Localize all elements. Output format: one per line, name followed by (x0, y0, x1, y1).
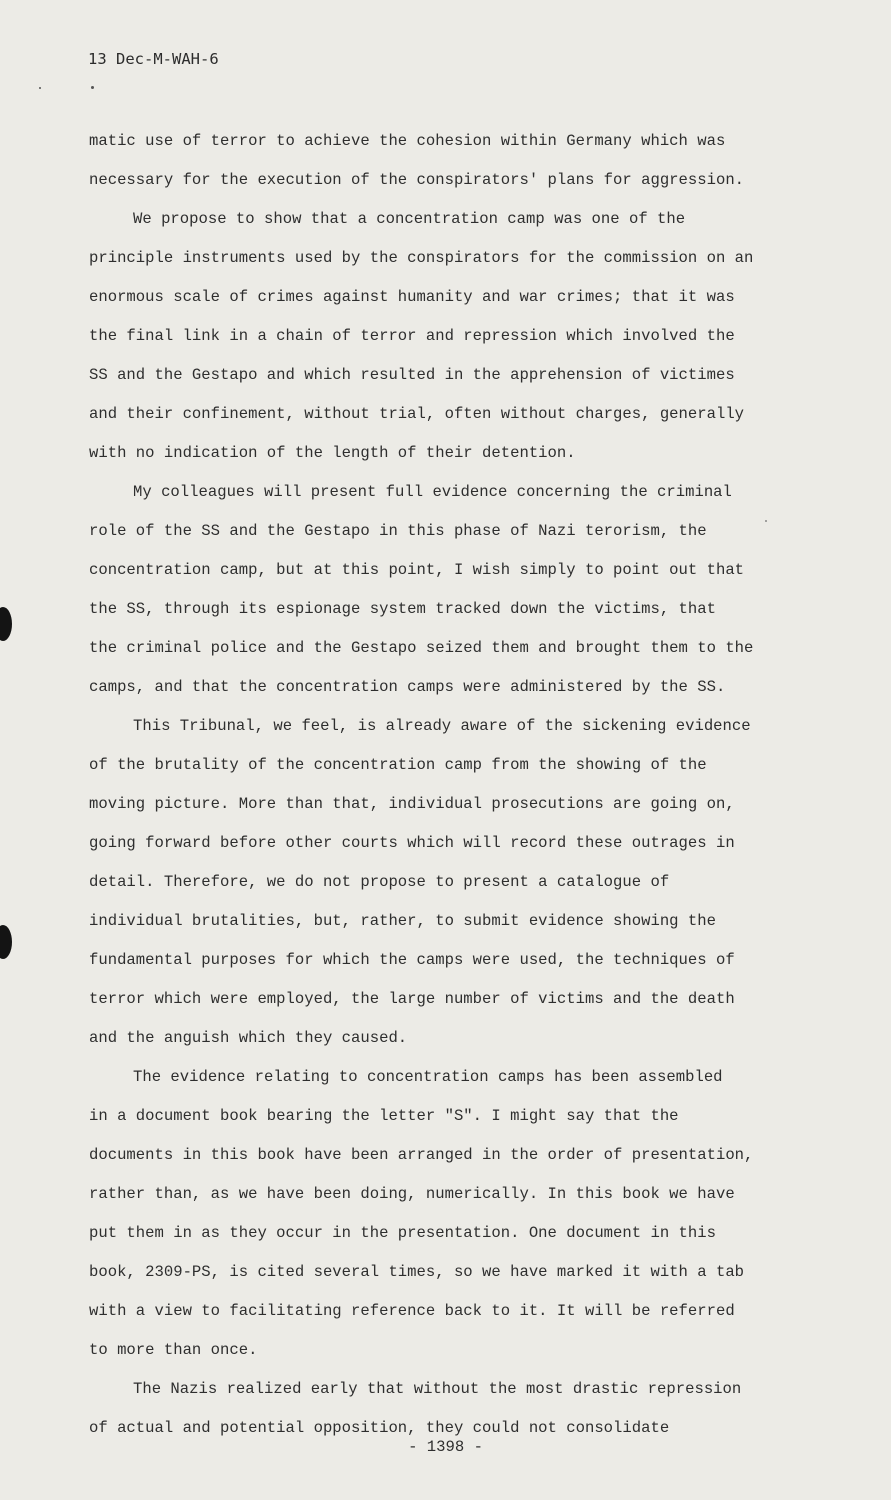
text-line: put them in as they occur in the presentation. One document in this (89, 1224, 716, 1242)
text-line: detail. Therefore, we do not propose to present a catalogue of (89, 873, 670, 891)
text-line: principle instruments used by the conspirators for the commission on an (89, 249, 754, 267)
paragraph-start-line: My colleagues will present full evidence concerning the criminal (133, 483, 732, 501)
text-line: enormous scale of crimes against humanity and war crimes; that it was (89, 288, 735, 306)
text-line: the SS, through its espionage system tracked down the victims, that (89, 600, 716, 618)
text-line: going forward before other courts which will record these outrages in (89, 834, 735, 852)
text-line: rather than, as we have been doing, numerically. In this book we have (89, 1185, 735, 1203)
text-line: to more than once. (89, 1341, 258, 1359)
text-line: camps, and that the concentration camps were administered by the SS. (89, 678, 726, 696)
text-line: role of the SS and the Gestapo in this phase of Nazi terorism, the (89, 522, 707, 540)
text-line: and their confinement, without trial, often without charges, generally (89, 405, 745, 423)
ink-speck (39, 87, 41, 89)
text-line: matic use of terror to achieve the cohesion within Germany which was (89, 132, 726, 150)
text-line: the criminal police and the Gestapo seized them and brought them to the (89, 639, 754, 657)
paragraph-start-line: The Nazis realized early that without the most drastic repression (133, 1380, 742, 1398)
text-line: and the anguish which they caused. (89, 1029, 408, 1047)
text-line: of the brutality of the concentration camp from the showing of the (89, 756, 707, 774)
binder-hole-lower (0, 925, 12, 959)
page-number: - 1398 - (408, 1438, 483, 1456)
ink-speck (91, 86, 94, 89)
paragraph-start-line: We propose to show that a concentration camp was one of the (133, 210, 686, 228)
text-line: SS and the Gestapo and which resulted in the apprehension of victimes (89, 366, 735, 384)
text-line: in a document book bearing the letter "S". I might say that the (89, 1107, 679, 1125)
text-line: individual brutalities, but, rather, to submit evidence showing the (89, 912, 716, 930)
text-line: fundamental purposes for which the camps were used, the techniques of (89, 951, 735, 969)
text-line: the final link in a chain of terror and repression which involved the (89, 327, 735, 345)
text-line: with no indication of the length of their detention. (89, 444, 576, 462)
document-body (89, 122, 859, 1448)
binder-hole-upper (0, 607, 12, 641)
document-reference: 13 Dec-M-WAH-6 (88, 50, 219, 68)
text-line: of actual and potential opposition, they could not consolidate (89, 1419, 670, 1437)
paragraph-start-line: This Tribunal, we feel, is already aware of the sickening evidence (133, 717, 751, 735)
text-line: concentration camp, but at this point, I wish simply to point out that (89, 561, 745, 579)
text-line: documents in this book have been arranged in the order of presentation, (89, 1146, 754, 1164)
paragraph-start-line: The evidence relating to concentration camps has been assembled (133, 1068, 723, 1086)
text-line: moving picture. More than that, individual prosecutions are going on, (89, 795, 735, 813)
text-line: with a view to facilitating reference back to it. It will be referred (89, 1302, 735, 1320)
text-line: necessary for the execution of the conspirators' plans for aggression. (89, 171, 745, 189)
text-line: terror which were employed, the large number of victims and the death (89, 990, 735, 1008)
text-line: book, 2309-PS, is cited several times, so we have marked it with a tab (89, 1263, 745, 1281)
